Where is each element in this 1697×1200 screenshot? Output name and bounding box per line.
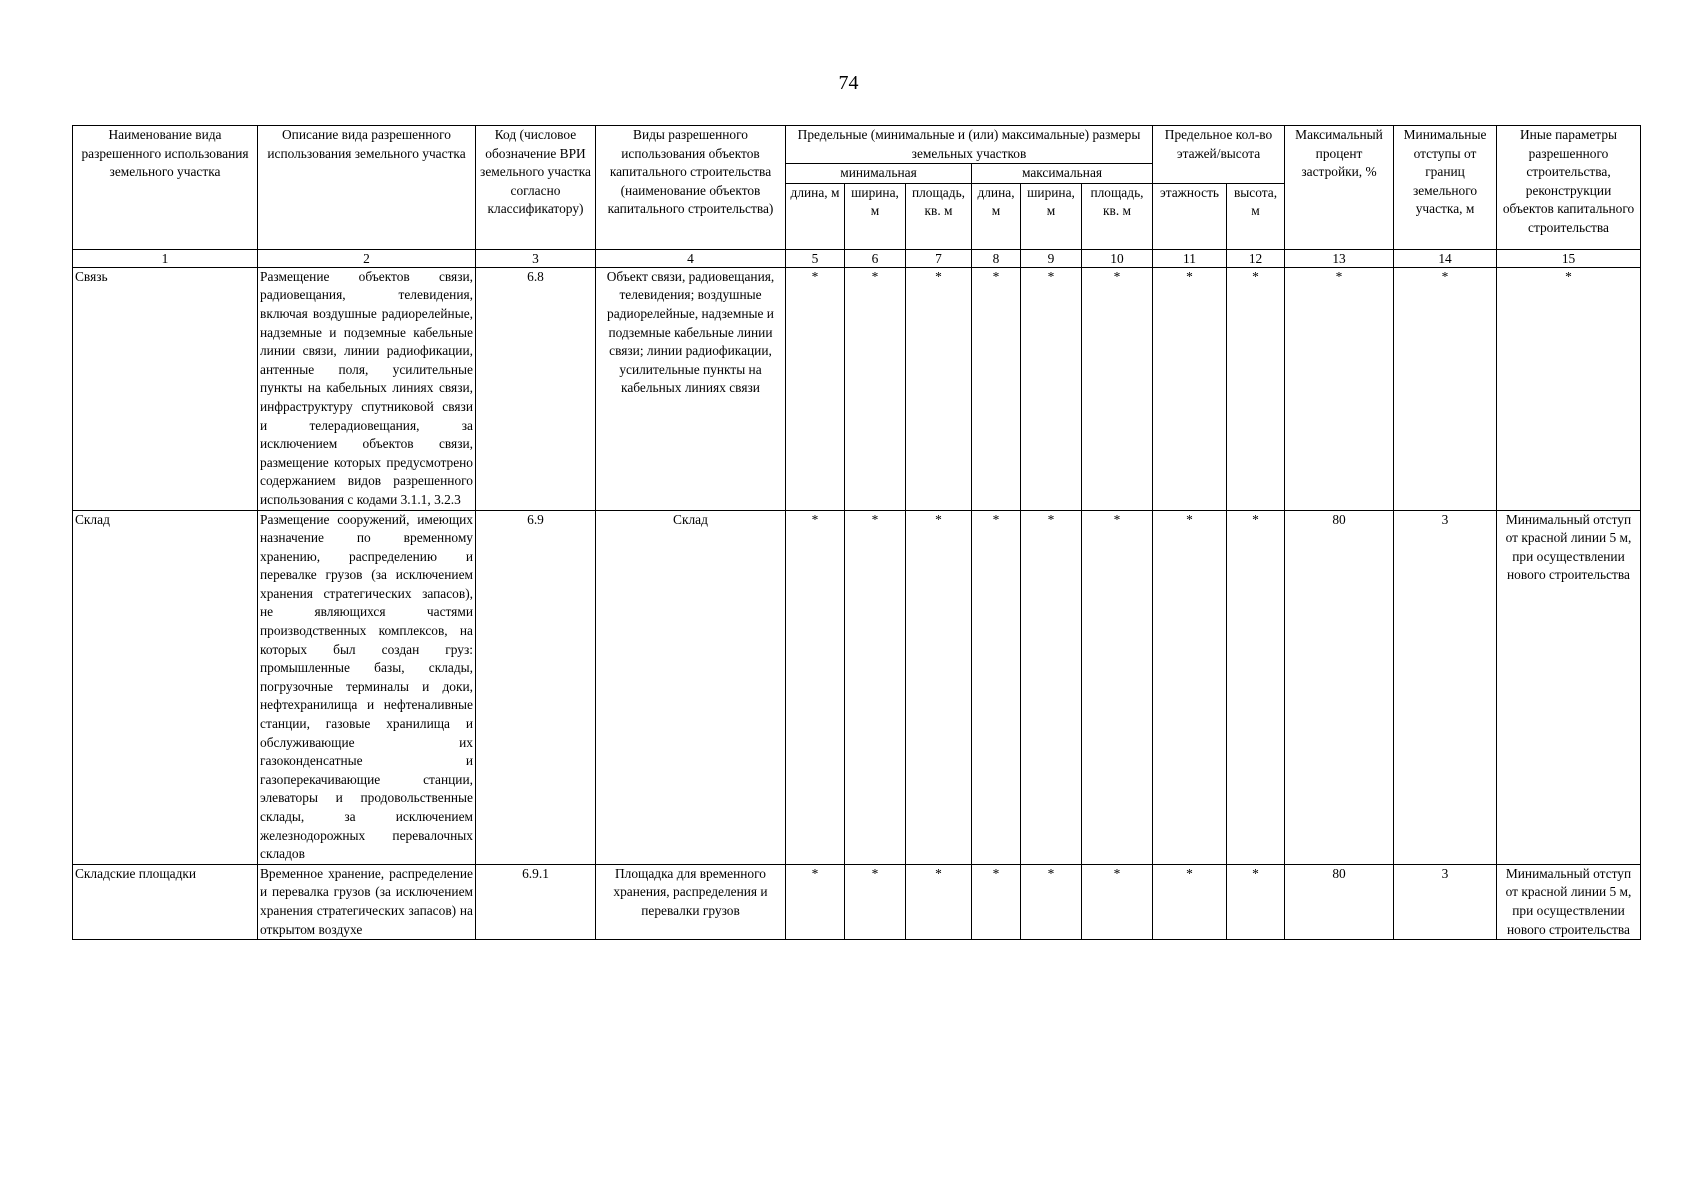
height-value: * [1227,267,1285,510]
use-description: Временное хранение, распределение и перевалка грузов (за исключением хранения стратегических запасов) на открытом воздухе [258,864,476,939]
header-group-floors: Предельное кол-во этажей/высота [1153,126,1285,184]
column-number: 3 [476,249,596,267]
header-group-max: максимальная [972,164,1153,184]
use-name: Склад [73,510,258,864]
column-number: 13 [1285,249,1394,267]
table-row [73,864,1641,939]
max-width-value: * [1021,864,1082,939]
min-width-value: * [845,267,906,510]
column-number: 2 [258,249,476,267]
header-max-width: ширина, м [1021,183,1082,249]
column-number: 12 [1227,249,1285,267]
min-width-value: * [845,510,906,864]
min-setback-value: 3 [1394,864,1497,939]
use-objects: Склад [596,510,786,864]
header-col13: Максимальный процент застройки, % [1285,126,1394,250]
use-code: 6.9 [476,510,596,864]
height-value: * [1227,510,1285,864]
max-area-value: * [1082,510,1153,864]
other-params-value: Минимальный отступ от красной линии 5 м, при осуществлении нового строительства [1497,864,1641,939]
column-number: 6 [845,249,906,267]
use-description: Размещение сооружений, имеющих назначение по временному хранению, распределению и перевалке грузов (за исключением хранения стратегических запасов), не являющихся частями производственных комплексов, на которых был создан груз: промышленные базы, склады, погрузочные терминалы и доки, нефтехранилища и нефтеналивные станции, газовые хранилища и обслуживающие их газоконденсатные и газоперекачивающие станции, элеваторы и продовольственные склады, за исключением железнодорожных перевалочных складов [258,510,476,864]
column-number: 15 [1497,249,1641,267]
column-number: 7 [906,249,972,267]
header-row-1 [73,126,1641,164]
header-group-sizes: Предельные (минимальные и (или) максимальные) размеры земельных участков [786,126,1153,164]
other-params-value: Минимальный отступ от красной линии 5 м, при осуществлении нового строительства [1497,510,1641,864]
max-percent-value: 80 [1285,510,1394,864]
max-percent-value: 80 [1285,864,1394,939]
header-min-width: ширина, м [845,183,906,249]
max-width-value: * [1021,267,1082,510]
max-length-value: * [972,510,1021,864]
min-area-value: * [906,510,972,864]
min-setback-value: * [1394,267,1497,510]
header-min-length: длина, м [786,183,845,249]
use-objects: Площадка для временного хранения, распределения и перевалки грузов [596,864,786,939]
header-group-min: минимальная [786,164,972,184]
header-max-area: площадь, кв. м [1082,183,1153,249]
min-length-value: * [786,864,845,939]
min-length-value: * [786,267,845,510]
max-area-value: * [1082,864,1153,939]
header-col3: Код (числовое обозначение ВРИ земельного участка согласно классификатору) [476,126,596,250]
min-setback-value: 3 [1394,510,1497,864]
header-min-area: площадь, кв. м [906,183,972,249]
header-max-length: длина, м [972,183,1021,249]
height-value: * [1227,864,1285,939]
header-col1: Наименование вида разрешенного использования земельного участка [73,126,258,250]
header-height: высота, м [1227,183,1285,249]
header-floors: этажность [1153,183,1227,249]
use-code: 6.9.1 [476,864,596,939]
regulations-table [72,125,1641,940]
use-name: Связь [73,267,258,510]
floors-value: * [1153,864,1227,939]
max-length-value: * [972,864,1021,939]
min-width-value: * [845,864,906,939]
column-numbers-row [73,249,1641,267]
column-number: 4 [596,249,786,267]
max-width-value: * [1021,510,1082,864]
min-length-value: * [786,510,845,864]
max-length-value: * [972,267,1021,510]
max-percent-value: * [1285,267,1394,510]
header-col14: Минимальные отступы от границ земельного участка, м [1394,126,1497,250]
column-number: 9 [1021,249,1082,267]
floors-value: * [1153,267,1227,510]
use-objects: Объект связи, радиовещания, телевидения; воздушные радиорелейные, надземные и подземные кабельные линии связи; линии радиофикации, усилительные пункты на кабельных линиях связи [596,267,786,510]
column-number: 11 [1153,249,1227,267]
floors-value: * [1153,510,1227,864]
column-number: 14 [1394,249,1497,267]
use-name: Складские площадки [73,864,258,939]
use-code: 6.8 [476,267,596,510]
column-number: 1 [73,249,258,267]
table-row [73,267,1641,510]
max-area-value: * [1082,267,1153,510]
use-description: Размещение объектов связи, радиовещания, телевидения, включая воздушные радиорелейные, надземные и подземные кабельные линии связи, линии радиофикации, антенные поля, усилительные пункты на кабельных линиях связи, инфраструктуру спутниковой связи и телерадиовещания, за исключением объектов связи, размещение которых предусмотрено содержанием видов разрешенного использования с кодами 3.1.1, 3.2.3 [258,267,476,510]
header-col4: Виды разрешенного использования объектов капитального строительства (наименование объектов капитального строительства) [596,126,786,250]
table-row [73,510,1641,864]
header-col15: Иные параметры разрешенного строительства, реконструкции объектов капитального строительства [1497,126,1641,250]
page-number: 74 [838,72,859,94]
column-number: 8 [972,249,1021,267]
column-number: 10 [1082,249,1153,267]
other-params-value: * [1497,267,1641,510]
column-number: 5 [786,249,845,267]
header-col2: Описание вида разрешенного использования земельного участка [258,126,476,250]
min-area-value: * [906,864,972,939]
min-area-value: * [906,267,972,510]
